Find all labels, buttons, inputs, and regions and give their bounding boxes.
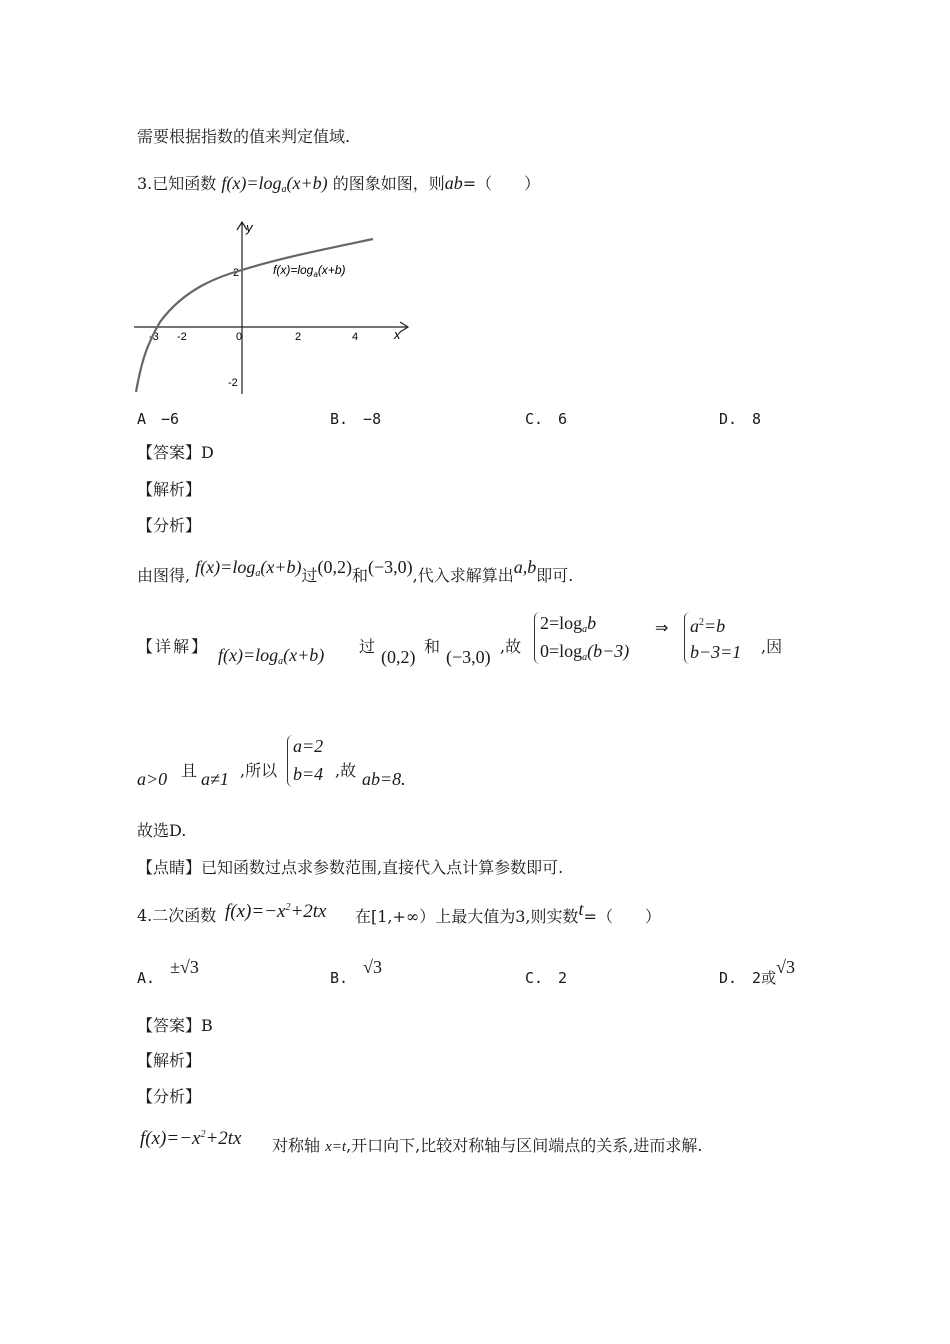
- system1-row2: $0=\log_a(b-3)$: [540, 641, 630, 663]
- q3-stem-a: 已知函数: [152, 174, 217, 193]
- graph-curve-label: $f(x)=\log_a(x+b)$: [273, 263, 346, 279]
- q4-analysis-func: $f(x)=-x^2+2tx$: [140, 1128, 242, 1149]
- implies-symbol: ⇒: [655, 620, 669, 637]
- q3-answer: 【答案】D: [137, 443, 214, 462]
- system1-row1: $2=\log_ab$: [540, 613, 597, 635]
- q3-result: ab=8.: [362, 769, 406, 789]
- graph-y-tick: -2: [228, 377, 238, 389]
- cond1: a>0: [137, 769, 168, 789]
- q3-option-a: A −6: [137, 410, 180, 428]
- q4-option-b: B. √3: [330, 957, 382, 987]
- q4-stem-b: 在[1,+∞）上最大值为3,则实数t=（ ）: [355, 899, 661, 926]
- graph-y-tick: 2: [233, 267, 240, 279]
- graph-x-tick: 0: [236, 331, 243, 343]
- q3-func: $f(x)=\log_a(x+b)$: [221, 173, 328, 195]
- intro-text: 需要根据指数的值来判定值域.: [137, 127, 351, 146]
- q3-analysis: 由图得, $f(x)=\log_a(x+b)$过(0,2)和(−3,0),代入求解算出a,b即可.: [137, 557, 574, 585]
- q3-ask-tail: =（ ）: [462, 174, 541, 193]
- graph-x-tick: 4: [352, 331, 359, 343]
- q4-option-c: C. 2: [525, 969, 568, 987]
- q3-jiexi: 【解析】: [137, 480, 202, 499]
- system2-row1: $a^2=b$: [690, 616, 726, 636]
- q4-analysis-text: 对称轴 x=t,开口向下,比较对称轴与区间端点的关系,进而求解.: [272, 1136, 703, 1155]
- q3-ask: ab: [444, 173, 463, 193]
- q4-func: $f(x)=-x^2+2tx$: [225, 901, 327, 922]
- q3-detail-pt2: (−3,0): [446, 647, 491, 667]
- q3-stem-b: 的图象如图，则: [332, 174, 445, 193]
- q3-option-d: D. 8: [719, 410, 762, 428]
- cond-so: ,所以: [240, 761, 278, 780]
- graph-x-tick: -3: [149, 331, 159, 343]
- q3-tip: 【点睛】已知函数过点求参数范围,直接代入点计算参数即可.: [137, 858, 564, 877]
- q3-fenxi: 【分析】: [137, 516, 202, 535]
- q4-stem: 4.二次函数: [137, 906, 217, 925]
- cond-gu: ,故: [335, 761, 357, 780]
- q3-number: 3.: [137, 174, 153, 193]
- q4-option-d: D. 2或√3: [719, 957, 795, 987]
- cond2: a≠1: [201, 769, 229, 789]
- system3-row1: a=2: [293, 736, 324, 756]
- q4-answer: 【答案】B: [137, 1016, 213, 1035]
- q3-option-b: B. −8: [330, 410, 382, 428]
- q3-graph: [130, 218, 415, 398]
- q3-detail-d: ,故: [500, 637, 522, 656]
- q3-detail-func: $f(x)=\log_a(x+b)$: [218, 645, 325, 667]
- q3-stem: [137, 172, 540, 201]
- system3-row2: b=4: [293, 764, 324, 784]
- graph-y-label: y: [246, 220, 253, 235]
- q3-option-c: C. 6: [525, 410, 568, 428]
- graph-x-tick: 2: [295, 331, 302, 343]
- q4-option-a: A. ±√3: [137, 957, 199, 987]
- graph-x-label: x: [394, 327, 401, 342]
- system2-row2: b−3=1: [690, 642, 742, 662]
- graph-curve: [136, 239, 373, 392]
- cond-and: 且: [181, 761, 198, 780]
- q3-detail-pt1: (0,2): [381, 647, 416, 667]
- q3-detail-e: ,因: [761, 637, 783, 656]
- q3-detail-label: 【详解】: [137, 637, 210, 656]
- q4-jiexi: 【解析】: [137, 1051, 202, 1070]
- q4-fenxi: 【分析】: [137, 1087, 202, 1106]
- graph-x-tick: -2: [177, 331, 187, 343]
- q3-choose: 故选D.: [137, 821, 187, 840]
- q3-detail-c: 和: [424, 637, 441, 656]
- analysis-func: $f(x)=\log_a(x+b)$: [195, 557, 302, 579]
- q3-detail-b: 过: [359, 637, 376, 656]
